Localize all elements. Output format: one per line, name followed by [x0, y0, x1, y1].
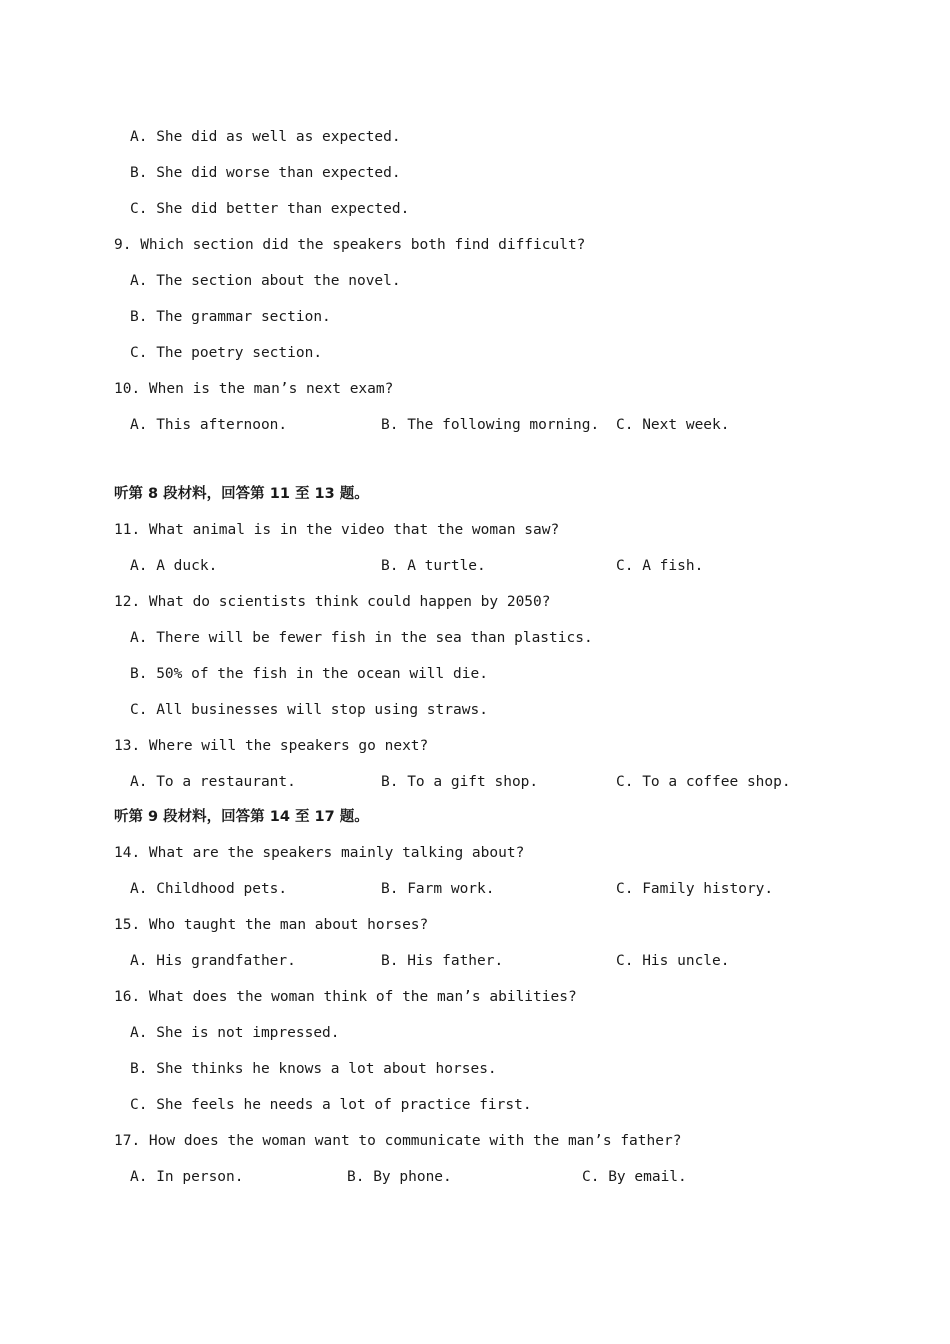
- option-13c: C. To a coffee shop.: [616, 774, 791, 790]
- option-16c: C. She feels he needs a lot of practice first.: [130, 1097, 532, 1113]
- option-8b: B. She did worse than expected.: [130, 165, 401, 181]
- option-12c: C. All businesses will stop using straws.: [130, 702, 488, 718]
- options-row-13: [130, 772, 830, 792]
- option-14a: A. Childhood pets.: [130, 881, 288, 897]
- options-row-10: [130, 415, 830, 435]
- option-10c: C. Next week.: [616, 417, 730, 433]
- option-12b: B. 50% of the fish in the ocean will die.: [130, 666, 488, 682]
- option-17c: C. By email.: [582, 1169, 687, 1185]
- options-row-17: [130, 1167, 830, 1187]
- option-11b: B. A turtle.: [381, 558, 486, 574]
- option-15c: C. His uncle.: [616, 953, 730, 969]
- question-9: 9. Which section did the speakers both find difficult?: [114, 237, 586, 253]
- options-row-15: [130, 951, 830, 971]
- option-10a: A. This afternoon.: [130, 417, 288, 433]
- question-16: 16. What does the woman think of the man’s abilities?: [114, 989, 577, 1005]
- option-8c: C. She did better than expected.: [130, 201, 410, 217]
- options-row-14: [130, 879, 830, 899]
- question-15: 15. Who taught the man about horses?: [114, 917, 429, 933]
- option-11c: C. A fish.: [616, 558, 704, 574]
- option-11a: A. A duck.: [130, 558, 218, 574]
- option-9b: B. The grammar section.: [130, 309, 331, 325]
- section-heading-8: 听第 8 段材料，回答第 11 至 13 题。: [114, 486, 369, 502]
- question-14: 14. What are the speakers mainly talking about?: [114, 845, 525, 861]
- section-heading-9: 听第 9 段材料，回答第 14 至 17 题。: [114, 809, 369, 825]
- option-13a: A. To a restaurant.: [130, 774, 296, 790]
- option-16a: A. She is not impressed.: [130, 1025, 340, 1041]
- option-9c: C. The poetry section.: [130, 345, 323, 361]
- question-12: 12. What do scientists think could happen by 2050?: [114, 594, 551, 610]
- option-16b: B. She thinks he knows a lot about horses.: [130, 1061, 497, 1077]
- option-12a: A. There will be fewer fish in the sea than plastics.: [130, 630, 593, 646]
- question-10: 10. When is the man’s next exam?: [114, 381, 394, 397]
- question-11: 11. What animal is in the video that the woman saw?: [114, 522, 560, 538]
- question-13: 13. Where will the speakers go next?: [114, 738, 429, 754]
- option-13b: B. To a gift shop.: [381, 774, 539, 790]
- option-17a: A. In person.: [130, 1169, 244, 1185]
- option-15b: B. His father.: [381, 953, 504, 969]
- option-10b: B. The following morning.: [381, 417, 600, 433]
- option-8a: A. She did as well as expected.: [130, 129, 401, 145]
- option-14c: C. Family history.: [616, 881, 774, 897]
- option-14b: B. Farm work.: [381, 881, 495, 897]
- option-9a: A. The section about the novel.: [130, 273, 401, 289]
- options-row-11: [130, 556, 830, 576]
- option-17b: B. By phone.: [347, 1169, 452, 1185]
- question-17: 17. How does the woman want to communicate with the man’s father?: [114, 1133, 682, 1149]
- option-15a: A. His grandfather.: [130, 953, 296, 969]
